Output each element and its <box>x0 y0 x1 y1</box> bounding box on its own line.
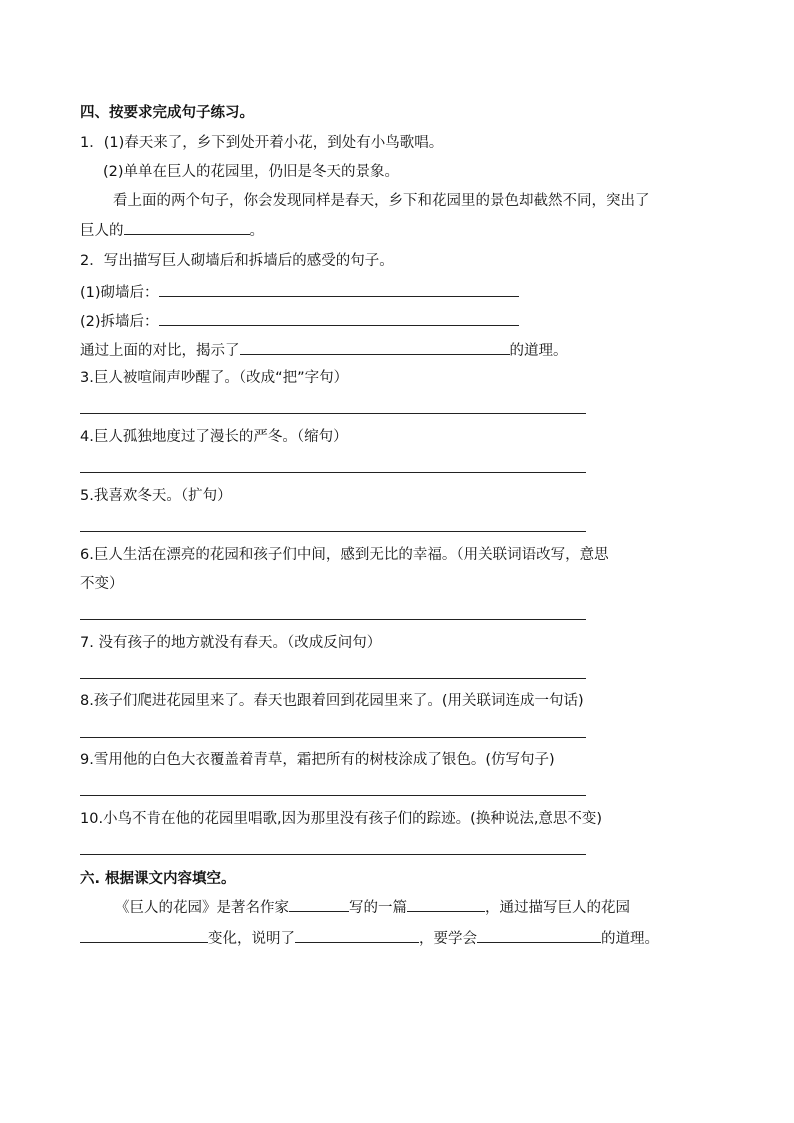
q3-prompt: 3.巨人被喧闹声吵醒了。（改成“把”字句） <box>80 370 349 386</box>
q2-b-line <box>80 311 519 332</box>
q2-b-blank[interactable] <box>159 311 519 326</box>
q1-text-b-line <box>80 220 264 241</box>
q9-answer-line[interactable] <box>80 795 586 796</box>
q1-text-b: 巨人的 <box>80 223 124 239</box>
section6-line-2 <box>80 928 659 949</box>
section4-heading: 四、按要求完成句子练习。 <box>80 105 254 121</box>
garden-change-blank[interactable] <box>80 928 208 943</box>
q1-label: 1． <box>80 135 104 151</box>
q2-c-end: 的道理。 <box>509 343 568 359</box>
q7-answer-line[interactable] <box>80 678 586 679</box>
q1-answer-blank[interactable] <box>124 220 250 235</box>
section6-p2-c: 的道理。 <box>601 931 659 947</box>
q1-text-a: 看上面的两个句子，你会发现同样是春天，乡下和花园里的景色却截然不同，突出了 <box>113 193 650 209</box>
q8-answer-line[interactable] <box>80 737 586 738</box>
q1-s1: (1)春天来了，乡下到处开着小花，到处有小鸟歌唱。 <box>103 135 444 151</box>
q2-c-blank[interactable] <box>240 340 510 355</box>
q2-a-line <box>80 282 519 303</box>
q2-prompt: 2．写出描写巨人砌墙后和拆墙后的感受的句子。 <box>80 253 394 269</box>
section6-p2-a: 变化，说明了 <box>208 931 295 947</box>
q2-a-label: (1)砌墙后： <box>80 285 159 301</box>
q4-prompt: 4.巨人孤独地度过了漫长的严冬。（缩句） <box>80 429 348 445</box>
section6-line-1 <box>115 897 630 918</box>
q6-answer-line[interactable] <box>80 619 586 620</box>
section6-p1-a: 《巨人的花园》是著名作家 <box>115 900 289 916</box>
lesson-blank[interactable] <box>295 928 419 943</box>
genre-blank[interactable] <box>407 897 485 912</box>
q9-prompt: 9.雪用他的白色大衣覆盖着青草，霜把所有的树枝涂成了银色。(仿写句子) <box>80 752 555 768</box>
q10-answer-line[interactable] <box>80 854 586 855</box>
section6-p1-b: 写的一篇 <box>349 900 407 916</box>
q1-sentence-1 <box>80 133 443 153</box>
q1-text-b-end: 。 <box>249 223 264 239</box>
q5-prompt: 5.我喜欢冬天。（扩句） <box>80 488 232 504</box>
q1-sentence-2: (2)单单在巨人的花园里，仍旧是冬天的景象。 <box>103 164 400 180</box>
q2-c-line <box>80 340 568 361</box>
q8-prompt: 8.孩子们爬进花园里来了。春天也跟着回到花园里来了。(用关联词连成一句话) <box>80 693 584 709</box>
section6-p2-b: ，要学会 <box>419 931 477 947</box>
q2-c-start: 通过上面的对比，揭示了 <box>80 343 240 359</box>
q5-answer-line[interactable] <box>80 531 586 532</box>
q4-answer-line[interactable] <box>80 472 586 473</box>
q2-a-blank[interactable] <box>159 282 519 297</box>
section6-heading: 六. 根据课文内容填空。 <box>80 871 236 887</box>
q10-prompt: 10.小鸟不肯在他的花园里唱歌,因为那里没有孩子们的踪迹。(换种说法,意思不变) <box>80 811 603 827</box>
learn-blank[interactable] <box>477 928 601 943</box>
q2-b-label: (2)拆墙后： <box>80 314 159 330</box>
author-blank[interactable] <box>289 897 349 912</box>
q6-prompt-b: 不变） <box>80 576 124 592</box>
section6-p1-c: ，通过描写巨人的花园 <box>485 900 630 916</box>
q7-prompt: 7. 没有孩子的地方就没有春天。（改成反问句） <box>80 635 382 651</box>
q3-answer-line[interactable] <box>80 413 586 414</box>
q6-prompt-a: 6.巨人生活在漂亮的花园和孩子们中间，感到无比的幸福。（用关联词语改写，意思 <box>80 547 609 563</box>
